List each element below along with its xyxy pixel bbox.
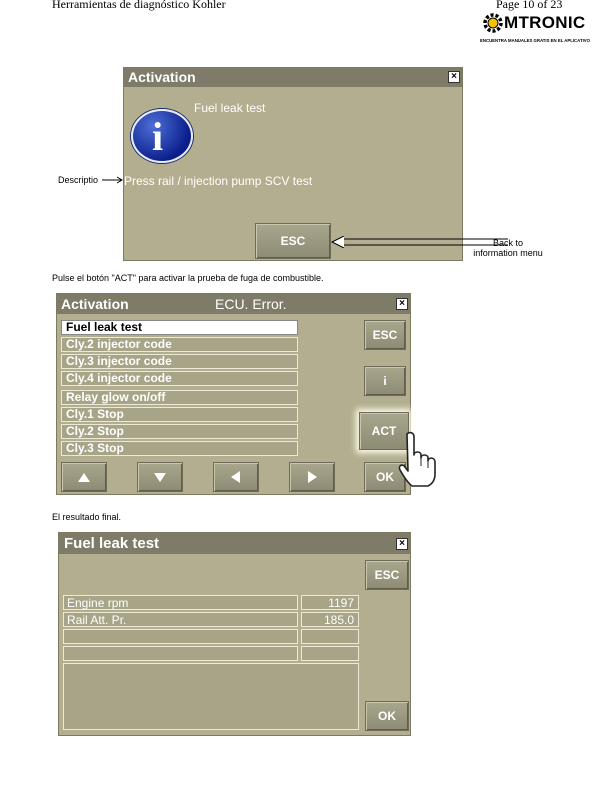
list-item[interactable]: Relay glow on/off	[61, 390, 298, 405]
param-label-cell	[63, 646, 298, 661]
down-arrow-icon	[138, 463, 182, 491]
down-arrow-button[interactable]	[137, 462, 183, 492]
menu-title: Activation	[61, 296, 129, 312]
info-button[interactable]: i	[364, 366, 406, 396]
description-callout-arrow	[102, 176, 124, 184]
info-icon: i	[131, 109, 193, 163]
close-button[interactable]: ×	[396, 298, 408, 310]
right-arrow-icon	[290, 463, 334, 491]
left-arrow-button[interactable]	[213, 462, 259, 492]
fuel-leak-result-dialog	[58, 532, 411, 736]
param-value-cell: 1197	[301, 595, 359, 610]
right-arrow-button[interactable]	[289, 462, 335, 492]
dialog-title: Activation	[128, 69, 196, 85]
caption-result: El resultado final.	[52, 512, 122, 522]
param-label-cell: Engine rpm	[63, 595, 298, 610]
esc-button[interactable]: ESC	[255, 223, 331, 259]
logo-tagline: ENCUENTRA MANUALES GRATIS EN EL APLICATIVO	[480, 38, 590, 43]
list-item[interactable]: Cly.4 injector code	[61, 371, 298, 386]
back-callout-label: Back to information menu	[473, 238, 543, 258]
logo-wordmark: MTRONIC	[504, 13, 586, 32]
dialog-titlebar	[124, 68, 462, 87]
esc-button[interactable]: ESC	[365, 560, 409, 590]
param-value-cell	[301, 629, 359, 644]
hand-pointer-icon	[393, 430, 447, 488]
result-title: Fuel leak test	[64, 535, 160, 552]
result-empty-area	[63, 663, 359, 730]
menu-titlebar	[57, 294, 410, 314]
ok-button[interactable]: OK	[365, 701, 409, 731]
caption-act: Pulse el botón "ACT" para activar la prueba de fuga de combustible.	[52, 273, 324, 283]
up-arrow-button[interactable]	[61, 462, 107, 492]
description-callout-label: Descriptio	[58, 175, 99, 185]
test-description: Press rail / injection pump SCV test	[124, 174, 313, 188]
activation-menu-dialog	[56, 293, 411, 495]
list-item[interactable]: Cly.2 injector code	[61, 337, 298, 352]
list-item[interactable]: Cly.1 Stop	[61, 407, 298, 422]
list-item[interactable]: Cly.2 Stop	[61, 424, 298, 439]
gear-logo-icon	[482, 12, 504, 34]
left-arrow-icon	[214, 463, 258, 491]
param-label-cell	[63, 629, 298, 644]
menu-subtitle: ECU. Error.	[215, 296, 287, 312]
page-number: Page 10 of 23	[496, 0, 563, 11]
act-button[interactable]: ACT	[359, 412, 409, 450]
param-label-cell: Rail Att. Pr.	[63, 612, 298, 627]
esc-button[interactable]: ESC	[364, 320, 406, 350]
mtronic-logo	[480, 12, 610, 48]
up-arrow-icon	[62, 463, 106, 491]
ok-button[interactable]: OK	[364, 462, 406, 492]
close-button[interactable]: ×	[396, 538, 408, 550]
activation-message: Fuel leak test	[194, 101, 266, 115]
list-item[interactable]: Cly.3 injector code	[61, 354, 298, 369]
result-titlebar	[59, 533, 410, 554]
list-item[interactable]: Cly.3 Stop	[61, 441, 298, 456]
param-value-cell	[301, 646, 359, 661]
param-value-cell: 185.0	[301, 612, 359, 627]
close-button[interactable]: ×	[448, 71, 460, 83]
document-title: Herramientas de diagnóstico Kohler	[52, 0, 226, 11]
list-item[interactable]: Fuel leak test	[61, 320, 298, 335]
activation-dialog	[123, 67, 463, 261]
